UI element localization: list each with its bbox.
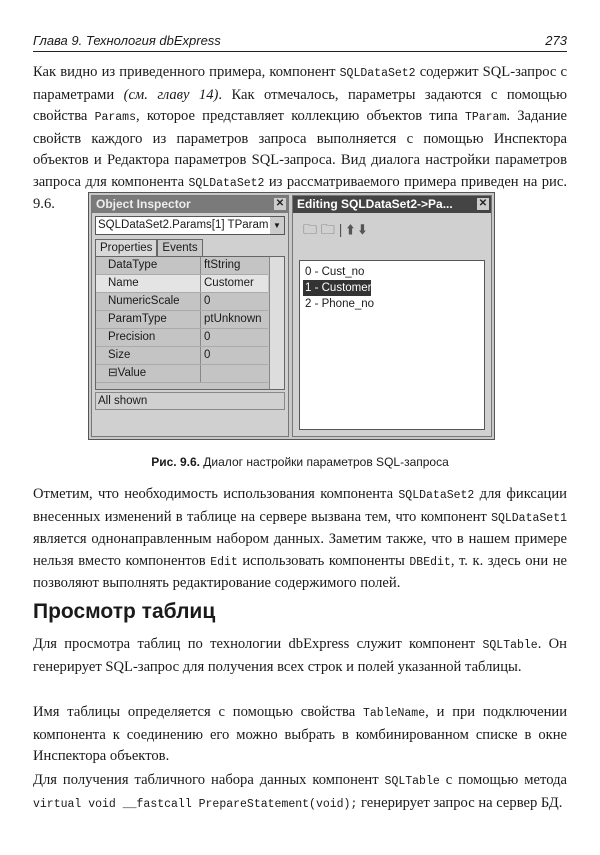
param-item[interactable]: 1 - Customer [305, 282, 372, 294]
inline-code: SQLTable [482, 639, 538, 652]
text-run: . Как отмечалось, параметры задаются с помощью свойства [33, 86, 567, 124]
property-value[interactable] [201, 365, 268, 382]
inline-code: SQLDataSet2 [339, 67, 416, 80]
property-row[interactable] [96, 365, 268, 383]
property-name: ParamType [96, 311, 201, 328]
paragraph [33, 702, 567, 768]
params-editor-window [292, 195, 492, 437]
inline-code: DBEdit [409, 555, 451, 569]
property-value[interactable]: Customer [204, 277, 254, 289]
tabs [95, 239, 285, 256]
inline-code: TableName [363, 707, 426, 720]
running-header [33, 33, 567, 52]
property-value[interactable]: ptUnknown [204, 313, 262, 325]
text-run: Для получения табличного набора данных компонент [33, 772, 385, 788]
inline-code: SQLTable [384, 775, 440, 788]
property-row[interactable] [96, 257, 268, 275]
property-name: ⊟Value [96, 365, 201, 382]
paragraph [33, 484, 567, 595]
text-run: содержит SQL-запрос с параметрами [33, 64, 567, 103]
text-run: использовать компоненты [237, 552, 410, 569]
property-row[interactable] [96, 311, 268, 329]
property-value[interactable]: 0 [204, 349, 211, 361]
text-run: Для просмотра таблиц по технологии dbExpress служит компонент [33, 636, 483, 652]
scrollbar[interactable] [269, 257, 284, 389]
chevron-down-icon[interactable]: ▼ [270, 217, 284, 234]
window-title: Object Inspector [96, 197, 191, 211]
inline-code: SQLDataSet2 [398, 489, 475, 502]
property-name: Name [96, 275, 201, 292]
tab-properties[interactable]: Properties [95, 239, 157, 256]
object-selector-value: SQLDataSet2.Params[1] TParam [98, 219, 269, 231]
toolbar: 🗀 🗀 | ⬆ ⬇ [303, 221, 367, 237]
title-bar [92, 196, 288, 213]
property-name: NumericScale [96, 293, 201, 310]
param-item[interactable]: 0 - Cust_no [305, 266, 365, 278]
paragraph [33, 634, 567, 678]
paragraph [33, 770, 567, 815]
chapter-title: Глава 9. Технология dbExpress [33, 33, 221, 48]
property-name: Precision [96, 329, 201, 346]
object-inspector-window [91, 195, 289, 437]
inline-code: Edit [210, 555, 238, 569]
delete-item-icon[interactable]: 🗀 [320, 221, 335, 237]
property-name: Size [96, 347, 201, 364]
property-grid [95, 256, 285, 390]
property-value[interactable]: ftString [204, 259, 241, 271]
window-title: Editing SQLDataSet2->Pa... [297, 197, 453, 211]
text-run: из рассматриваемого примера приведен на рис. 9.6. [33, 173, 567, 212]
text-run: является однонаправленным набором данных. Заметим также, что в нашем примере нельзя вместо компонентов [33, 531, 567, 569]
text-run: , которое представляет коллекцию объектов типа [136, 108, 465, 124]
status-bar: All shown [95, 392, 285, 410]
property-row[interactable] [96, 275, 268, 293]
title-bar [293, 196, 491, 213]
text-run: . Он генерирует SQL-запрос для получения всех строк и полей указанной таблицы. [33, 636, 567, 675]
text-run: (см. главу 14) [123, 86, 219, 103]
property-row[interactable] [96, 347, 268, 365]
figure-caption [0, 455, 600, 469]
text-run: Как видно из приведенного примера, компонент [33, 64, 340, 80]
text-run: , и при подключении компонента к соединению его можно выбрать в комбинированном списке в окне Инспектора объектов. [33, 704, 568, 764]
property-value[interactable]: 0 [204, 295, 211, 307]
caption-label: Рис. 9.6. [151, 455, 200, 469]
inline-code: TParam [464, 111, 507, 124]
page-number: 273 [545, 33, 567, 48]
move-down-icon[interactable]: ⬇ [358, 221, 367, 237]
text-run: для фиксации внесенных изменений в таблице на сервере вызвана тем, что компонент [33, 486, 567, 525]
property-name: DataType [96, 257, 201, 274]
property-row[interactable] [96, 329, 268, 347]
text-run: , т. к. здесь они не позволяют выполнять редактирование содержимого полей. [33, 552, 567, 591]
caption-text: Диалог настройки параметров SQL-запроса [199, 455, 449, 469]
inline-code: Params [94, 111, 136, 124]
add-item-icon[interactable]: 🗀 [303, 221, 317, 237]
move-up-icon[interactable]: ⬆ [346, 221, 355, 237]
tab-events[interactable]: Events [157, 239, 202, 256]
inline-code: SQLDataSet2 [188, 176, 265, 190]
section-heading: Просмотр таблиц [33, 600, 216, 623]
text-run: Имя таблицы определяется с помощью свойства [33, 704, 363, 720]
close-icon[interactable]: ✕ [275, 198, 285, 209]
property-value[interactable]: 0 [204, 331, 211, 343]
text-run: Отметим, что необходимость использования компонента [33, 486, 399, 502]
text-run: генерирует запрос на сервер БД. [357, 794, 563, 811]
property-rows [96, 257, 268, 383]
object-selector[interactable] [95, 216, 285, 235]
params-list [299, 260, 485, 430]
figure-screenshot [88, 192, 495, 440]
inline-code: virtual void __fastcall PrepareStatement(void); [33, 797, 358, 811]
param-item[interactable]: 2 - Phone_no [305, 298, 375, 310]
property-row[interactable] [96, 293, 268, 311]
text-run: . Задание свойств каждого из параметров запроса выполняется с помощью Инспектора объектов и Редактора параметров SQL-запроса. Вид диалога настройки параметров запроса для компонента [33, 108, 567, 190]
close-icon[interactable]: ✕ [478, 198, 488, 209]
text-run: с помощью метода [439, 772, 567, 788]
inline-code: SQLDataSet1 [491, 511, 567, 525]
